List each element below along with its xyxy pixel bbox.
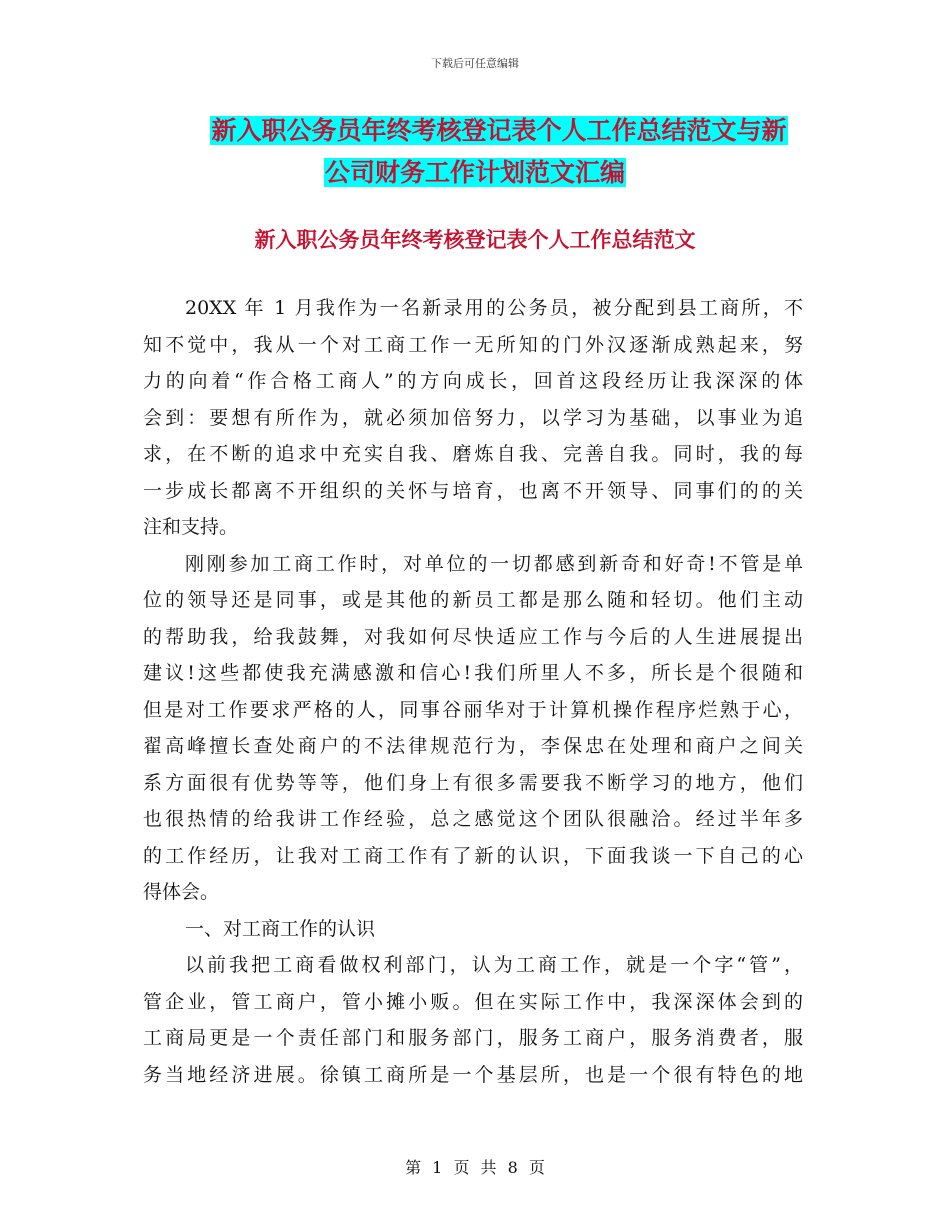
- section-title: 新入职公务员年终考核登记表个人工作总结范文: [254, 228, 696, 252]
- text-line: 力的向着“作合格工商人”的方向成长，回首这段经历让我深深的体: [143, 370, 803, 392]
- subheading-line: 一、对工商工作的认识: [185, 917, 376, 940]
- text-line: 以前我把工商看做权利部门，认为工商工作，就是一个字“管”，: [185, 954, 803, 976]
- text-line: 知不觉中，我从一个对工商工作一无所知的门外汉逐渐成熟起来，努: [143, 333, 803, 356]
- text-line: 刚刚参加工商工作时，对单位的一切都感到新奇和好奇!不管是单: [185, 552, 803, 575]
- text-line: 翟高峰擅长查处商户的不法律规范行为，李保忠在处理和商户之间关: [143, 735, 803, 757]
- text-line: 的帮助我，给我鼓舞，对我如何尽快适应工作与今后的人生进展提出: [143, 625, 803, 648]
- text-line: 的工作经历，让我对工商工作有了新的认识，下面我谈一下自己的心: [143, 844, 803, 867]
- text-line: 系方面很有优势等等，他们身上有很多需要我不断学习的地方，他们: [143, 771, 803, 794]
- text-line: 管企业，管工商户，管小摊小贩。但在实际工作中，我深深体会到的: [143, 990, 803, 1013]
- text-line: 也很热情的给我讲工作经验，总之感觉这个团队很融洽。经过半年多: [143, 808, 803, 830]
- text-line: 建议!这些都使我充满感激和信心!我们所里人不多，所长是个很随和: [143, 662, 803, 684]
- text-line: 但是对工作要求严格的人，同事谷丽华对于计算机操作程序烂熟于心，: [143, 698, 803, 721]
- text-line: 得体会。: [143, 881, 220, 903]
- text-line: 务当地经济进展。徐镇工商所是一个基层所，也是一个很有特色的地: [143, 1063, 803, 1086]
- text-line: 注和支持。: [143, 516, 239, 538]
- text-line: 位的领导还是同事，或是其他的新员工都是那么随和轻切。他们主动: [143, 589, 803, 611]
- text-line: 20XX 年 1 月我作为一名新录用的公务员，被分配到县工商所，不: [185, 297, 803, 319]
- document-title-line-1: [24, 116, 950, 146]
- document-title-line-2-text: 公司财务工作计划范文汇编: [324, 158, 625, 187]
- header-note: 下载后可任意编辑: [431, 57, 519, 70]
- text-line: 一步成长都离不开组织的关怀与培育，也离不开领导、同事们的的关: [143, 479, 803, 502]
- page-number-footer: 第 1 页 共 8 页: [405, 1158, 545, 1177]
- body-text: [143, 290, 803, 1093]
- text-line: 求，在不断的追求中充实自我、磨炼自我、完善自我。同时，我的每: [143, 443, 803, 465]
- document-title-line-1-text: 新入职公务员年终考核登记表个人工作总结范文与新: [211, 116, 787, 145]
- document-title-line-2: [0, 158, 950, 188]
- text-line: 工商局更是一个责任部门和服务部门，服务工商户，服务消费者，服: [143, 1027, 803, 1049]
- text-line: 会到：要想有所作为，就必须加倍努力，以学习为基础，以事业为追: [143, 406, 803, 429]
